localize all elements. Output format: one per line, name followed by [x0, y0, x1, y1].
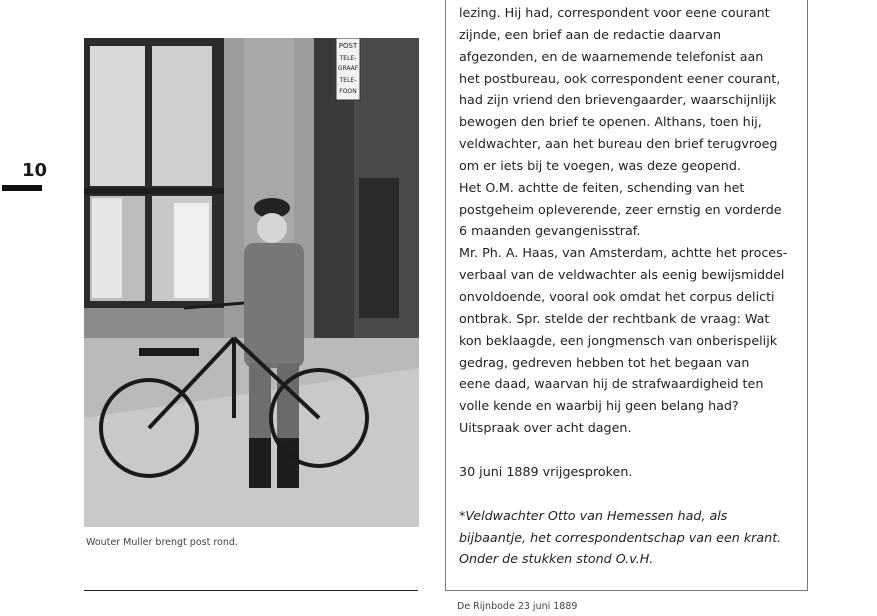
footnote-line: *Veldwachter Otto van Hemessen had, als	[459, 507, 728, 523]
text-line: verbaal van de veldwachter als eenig bewijsmiddel	[459, 267, 785, 283]
post-sign-line-1: POST	[338, 42, 358, 50]
post-sign-line-2: TELE-	[339, 55, 357, 62]
paragraph-3	[459, 242, 804, 439]
post-sign-line-5: FOON	[339, 88, 357, 95]
text-line: afgezonden, en de waarnemende telefonist aan	[459, 48, 764, 64]
paragraph-2	[459, 177, 804, 243]
text-line: het postbureau, ook correspondent eener courant,	[459, 70, 781, 86]
text-line: volle kende en waarbij hij geen belang had?	[459, 398, 739, 414]
text-line: lezing. Hij had, correspondent voor eene courant	[459, 5, 770, 20]
text-line: zijnde, een brief aan de redactie daarvan	[459, 26, 722, 42]
historic-photo-postman-bicycle	[84, 38, 419, 527]
text-line: gedrag, gedreven hebben tot het begaan van	[459, 354, 750, 370]
text-line: veldwachter, aan het bureau den brief terugvroeg	[459, 136, 778, 152]
text-line: ontbrak. Spr. stelde der rechtbank de vraag: Wat	[459, 310, 770, 326]
text-line: Uitspraak over acht dagen.	[459, 420, 632, 436]
footnote-line: bijbaantje, het correspondentschap van een krant.	[459, 529, 782, 545]
page-number: 10	[22, 160, 48, 181]
source-citation: De Rijnbode 23 juni 1889	[457, 601, 578, 612]
text-line: kon beklaagde, een jongmensch van onberispelijk	[459, 332, 778, 348]
article-text	[459, 2, 804, 570]
footnote	[459, 505, 804, 571]
post-sign-line-3: GRAAF	[337, 65, 359, 72]
text-line: 6 maanden gevangenisstraf.	[459, 223, 641, 239]
text-line: onvoldoende, vooral ook omdat het corpus delicti	[459, 288, 775, 304]
text-line: bewogen den brief te openen. Althans, toen hij,	[459, 114, 762, 130]
page-number-marker	[2, 185, 42, 191]
divider-line	[84, 590, 418, 591]
text-line: Het O.M. achtte de feiten, schending van het	[459, 179, 745, 195]
footnote-line: Onder de stukken stond O.v.H.	[459, 551, 654, 567]
text-line: had zijn vriend den brievengaarder, waarschijnlijk	[459, 92, 777, 108]
post-sign-line-4: TELE-	[339, 77, 357, 84]
verdict-line: 30 juni 1889 vrijgesproken.	[459, 463, 633, 479]
paragraph-1	[459, 2, 804, 177]
text-line: eene daad, waarvan hij de strafwaardigheid ten	[459, 376, 764, 392]
text-line: om er iets bij te voegen, was deze geopend.	[459, 157, 741, 173]
photo-caption: Wouter Muller brengt post rond.	[86, 537, 238, 548]
text-line: Mr. Ph. A. Haas, van Amsterdam, achtte het proces-	[459, 245, 788, 261]
text-line: postgeheim opleverende, zeer ernstig en vorderde	[459, 201, 782, 217]
